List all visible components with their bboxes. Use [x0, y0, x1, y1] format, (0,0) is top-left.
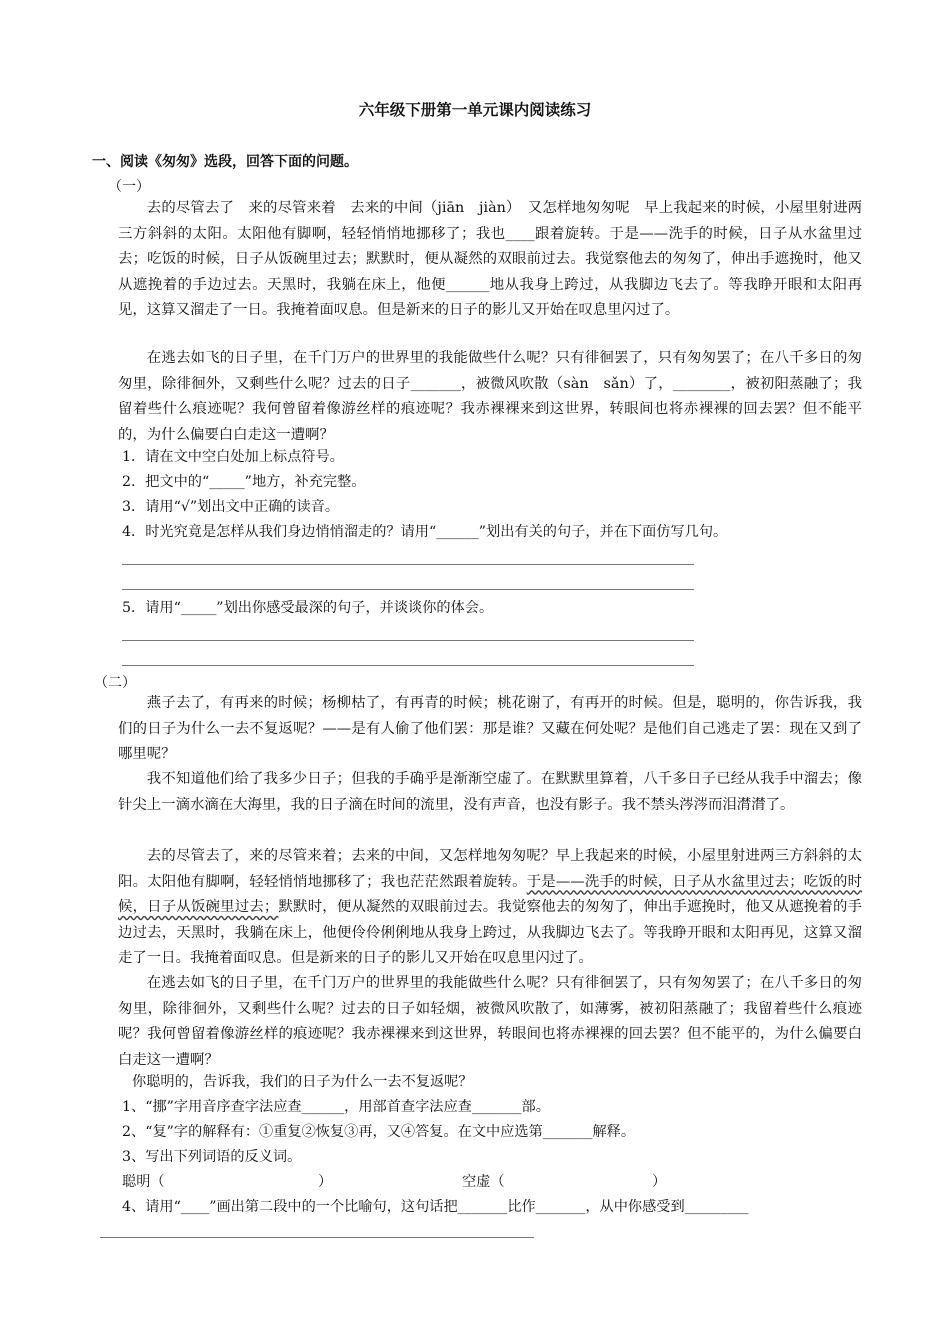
paragraph-3-end: 默默时，便从凝然的双眼前过去。我觉察他去的匆匆了，伸出手遮挽时，他又从遮挽着的手边过去，天黑时，我躺在床上，他便伶伶俐俐地从我身上跨过，从我脚边飞去了。等我睁开眼和太阳再见，这算又溜走了一日。我掩着面叹息。但是新来的日子的影儿又开始在叹息里闪过了。	[118, 899, 862, 967]
passage-one-paragraph-2: 在逃去如飞的日子里，在千门万户的世界里的我能做些什么呢？只有徘徊罢了，只有匆匆罢了；在八千多日的匆匆里，除徘徊外，又剩些什么呢？过去的日子_______，被微风吹散（sàn sǎn）了，________，被初阳蒸融了；我留着些什么痕迹呢？我何曾留着像游丝样的痕迹呢？我赤裸裸来到这世界，转眼间也将赤裸裸的回去罢？但不能平的，为什么偏要白白走这一遭啊？	[118, 350, 862, 443]
antonym-close-1: ）	[318, 1174, 333, 1190]
section-heading: 一、阅读《匆匆》选段，回答下面的问题。	[92, 154, 358, 170]
answer-line[interactable]	[122, 589, 694, 590]
answer-line[interactable]	[122, 564, 694, 565]
question-2: 2．把文中的“_____”地方，补充完整。	[122, 474, 366, 490]
question-3: 3．请用“√”划出文中正确的读音。	[122, 499, 340, 515]
question-2-4: 4、请用“____”画出第二段中的一个比喻句，这句话把_______比作_______，从中你感受到_________	[122, 1199, 749, 1215]
antonym-close-2: ）	[652, 1174, 667, 1190]
passage-one-paragraph-1: 去的尽管去了 来的尽管来着 去来的中间（jiān jiàn） 又怎样地匆匆呢 早上我起来的时候，小屋里射进两三方斜斜的太阳。太阳他有脚啊，轻轻悄悄地挪移了；我也____跟着旋转。于是——洗手的时候，日子从水盆里过去；吃饭的时候，日子从饭碗里过去；默默时，便从凝然的双眼前过去。我觉察他去的匆匆了，伸出手遮挽时，他又从遮挽着的手边过去。天黑时，我躺在床上，他便______地从我身上跨过，从我脚边飞去了。等我睁开眼和太阳再见，这算又溜走了一日。我掩着面叹息。但是新来的日子的影儿又开始在叹息里闪过了。	[118, 200, 862, 319]
passage-two-paragraph-4: 在逃去如飞的日子里，在千门万户的世界里的我能做些什么呢？只有徘徊罢了，只有匆匆罢了；在八千多日的匆匆里，除徘徊外，又剩些什么呢？过去的日子如轻烟，被微风吹散了，如薄雾，被初阳蒸融了；我留着些什么痕迹呢？我何曾留着像游丝样的痕迹呢？我赤裸裸来到这世界，转眼间也将赤裸裸的回去罢？但不能平的，为什么偏要白白走这一遭啊？	[118, 975, 862, 1068]
question-2-1: 1、“挪”字用音序查字法应查______，用部首查字法应查_______部。	[122, 1099, 550, 1115]
paragraph-3-start: 去的尽管去了，来的尽管来着；去来的中间，又怎样地匆匆呢？早上我起来的时候，小屋里射进两三方斜斜的太阳。太阳他有脚啊，轻轻悄悄地挪移了；我也茫茫然跟着旋转。	[118, 848, 862, 890]
question-4: 4．时光究竟是怎样从我们身边悄悄溜走的？请用“______”划出有关的句子，并在下面仿写几句。	[122, 524, 728, 540]
part-one-label: （一）	[108, 179, 150, 195]
antonym-word-1: 聪明（	[122, 1174, 165, 1190]
antonym-word-2: 空虚（	[462, 1174, 505, 1190]
part-two-label: （二）	[94, 675, 136, 691]
passage-two-paragraph-2: 我不知道他们给了我多少日子；但我的手确乎是渐渐空虚了。在默默里算着，八千多日子已经从我手中溜去；像针尖上一滴水滴在大海里，我的日子滴在时间的流里，没有声音，也没有影子。我不禁头涔涔而泪潸潸了。	[118, 771, 862, 813]
passage-two-paragraph-1: 燕子去了，有再来的时候；杨柳枯了，有再青的时候；桃花谢了，有再开的时候。但是，聪明的，你告诉我，我们的日子为什么一去不复返呢？——是有人偷了他们罢：那是谁？又藏在何处呢？是他们自己逃走了罢：现在又到了哪里呢？	[118, 695, 862, 763]
passage-two-paragraph-5: 你聪明的，告诉我，我们的日子为什么一去不复返呢？	[132, 1074, 473, 1090]
answer-line[interactable]	[122, 640, 694, 641]
answer-line[interactable]	[122, 665, 694, 666]
wavy-underlined-sentence: 于是——洗手的时候，日子从水盆里过去；吃饭的时候，日子从饭碗里过去；	[118, 873, 862, 916]
question-2-3: 3、写出下列词语的反义词。	[122, 1149, 302, 1165]
question-5: 5．请用“_____”划出你感受最深的句子，并谈谈你的体会。	[122, 600, 494, 616]
answer-line[interactable]	[100, 1237, 534, 1238]
question-1: 1．请在文中空白处加上标点符号。	[122, 449, 344, 465]
question-2-2: 2、“复”字的解释有：①重复②恢复③再，又④答复。在文中应选第_______解释。	[122, 1124, 636, 1140]
passage-two-paragraph-3	[118, 844, 862, 972]
page-title: 六年级下册第一单元课内阅读练习	[358, 101, 592, 119]
